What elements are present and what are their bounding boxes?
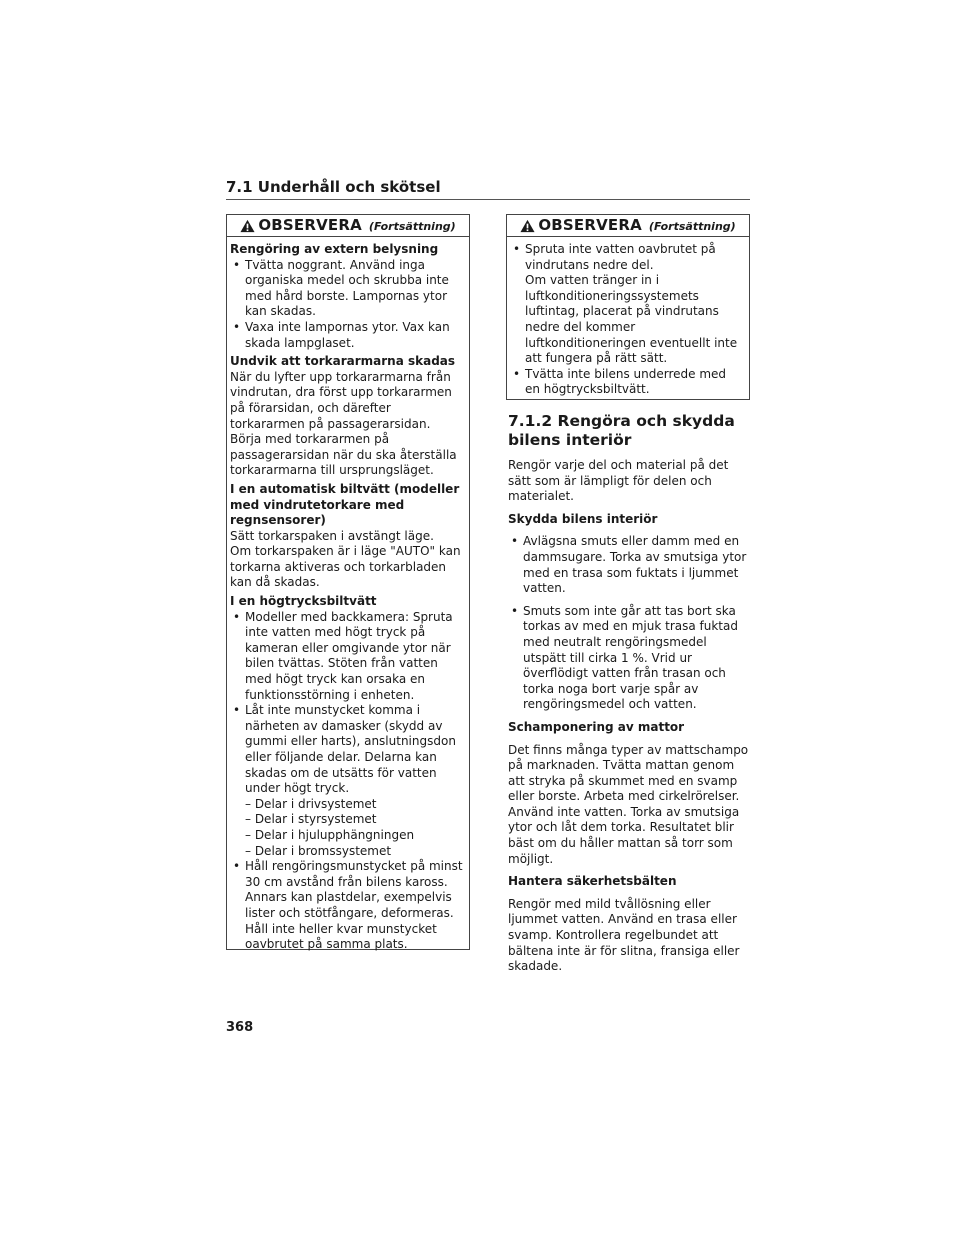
paragraph <box>230 529 463 591</box>
bullet-list <box>230 610 463 953</box>
paragraph: Det finns många typer av mattschampo på marknaden. Tvätta mattan genom att stryka på skummet med en svamp eller borste. Arbeta med cirkelrörelser. Använd inte vatten. Torka av smutsiga ytor och låt dem torka. Resultatet blir bäst om du håller mattan så torr som möjligt. <box>508 742 749 866</box>
section-header: 7.1 Underhåll och skötsel <box>226 178 441 196</box>
list-item <box>510 242 743 367</box>
paragraph: Rengör varje del och material på det sätt som är lämpligt för delen och materialet. <box>508 458 729 504</box>
sub-list-item: – Delar i drivsystemet <box>245 796 377 811</box>
sub-list-item: – Delar i styrsystemet <box>245 812 377 827</box>
paragraph-line: Om torkarspaken är i läge "AUTO" kan torkarna aktiveras och torkarbladen kan då skadas. <box>230 544 461 590</box>
list-item: • Tvätta inte bilens underrede med en högtrycksbiltvätt. <box>510 367 743 398</box>
subheading: Undvik att torkararmarna skadas <box>230 354 456 369</box>
subheading: Skydda bilens interiör <box>508 511 658 526</box>
warning-title: OBSERVERA <box>538 216 642 234</box>
section-divider <box>226 199 750 200</box>
warning-title: OBSERVERA <box>258 216 362 234</box>
warning-body <box>507 237 749 398</box>
warning-continued: (Fortsättning) <box>368 220 456 233</box>
paragraph: När du lyfter upp torkararmarna från vindrutan, dra först upp torkararmen på förarsidan, och därefter torkararmen på passagerarsidan. Börja med torkararmen på passagerarsidan när du ska återställa torkararmarna till ursprungsläget. <box>230 369 457 478</box>
warning-triangle-icon <box>520 219 535 233</box>
bullet-list <box>508 534 750 713</box>
list-item: • Modeller med backkamera: Spruta inte vatten med högt tryck på kameran eller omgivande ytor när bilen tvättas. Stöten från vatten med högt tryck kan orsaka en funktionsstörning i enheten. <box>230 610 463 704</box>
paragraph-line: Sätt torkarspaken i avstängt läge. <box>230 528 434 543</box>
warning-box-header <box>227 215 469 237</box>
sub-list-item: – Delar i hjulupphängningen <box>245 827 415 842</box>
list-item: • Vaxa inte lampornas ytor. Vax kan skada lampglaset. <box>230 320 463 351</box>
list-item-text: Låt inte munstycket komma i närheten av damasker (skydd av gummi eller harts), anslutningsdon eller följande delar. Delarna kan skadas om de utsätts för vatten under högt tryck. <box>245 703 456 796</box>
subheading: Rengöring av extern belysning <box>230 242 439 256</box>
paragraph: Rengör med mild tvållösning eller ljummet vatten. Använd en trasa eller svamp. Kontrollera regelbundet att bältena inte är för slitna, fransiga eller skadade. <box>508 896 740 974</box>
sub-list-item: – Delar i bromssystemet <box>245 843 392 858</box>
section-heading: 7.1.2 Rengöra och skydda bilens interiör <box>508 412 735 449</box>
bullet-list <box>230 258 463 352</box>
warning-box-left <box>226 214 470 950</box>
list-item <box>230 703 463 859</box>
list-item: • Avlägsna smuts eller damm med en dammsugare. Torka av smutsiga ytor med en trasa som fuktats i ljummet vatten. <box>508 534 750 596</box>
bullet-list <box>510 242 743 398</box>
list-item: • Smuts som inte går att tas bort ska torkas av med en mjuk trasa fuktad med neutralt rengöringsmedel utspätt till cirka 1 %. Vrid ur överflödigt vatten från trasan och torka noga bort varje spår av rengöringsmedel och vatten. <box>508 604 750 713</box>
warning-box-header <box>507 215 749 237</box>
list-item-text: Spruta inte vatten oavbrutet på vindrutans nedre del. <box>525 242 716 272</box>
warning-box-right <box>506 214 750 400</box>
subheading: Hantera säkerhetsbälten <box>508 874 677 889</box>
subheading: Schamponering av mattor <box>508 719 685 734</box>
subheading: I en högtrycksbiltvätt <box>230 594 377 609</box>
interior-care-section <box>508 412 750 982</box>
warning-body <box>227 237 469 953</box>
list-item-text: Om vatten tränger in i luftkonditioneringssystemets luftintag, placerat på vindrutans nedre del kommer luftkonditioneringen eventuellt inte att fungera på rätt sätt. <box>525 273 738 366</box>
page-number: 368 <box>226 1020 254 1035</box>
list-item: • Håll rengöringsmunstycket på minst 30 cm avstånd från bilens kaross. Annars kan plastdelar, exempelvis lister och stötfångare, deformeras. Håll inte heller kvar munstycket oavbrutet på samma plats. <box>230 859 463 953</box>
list-item: • Tvätta noggrant. Använd inga organiska medel och skrubba inte med hård borste. Lampornas ytor kan skadas. <box>230 258 463 320</box>
sub-list <box>245 797 463 859</box>
subheading: I en automatisk biltvätt (modeller med vindrutetorkare med regnsensorer) <box>230 481 460 528</box>
warning-continued: (Fortsättning) <box>648 220 736 233</box>
warning-triangle-icon <box>240 219 255 233</box>
